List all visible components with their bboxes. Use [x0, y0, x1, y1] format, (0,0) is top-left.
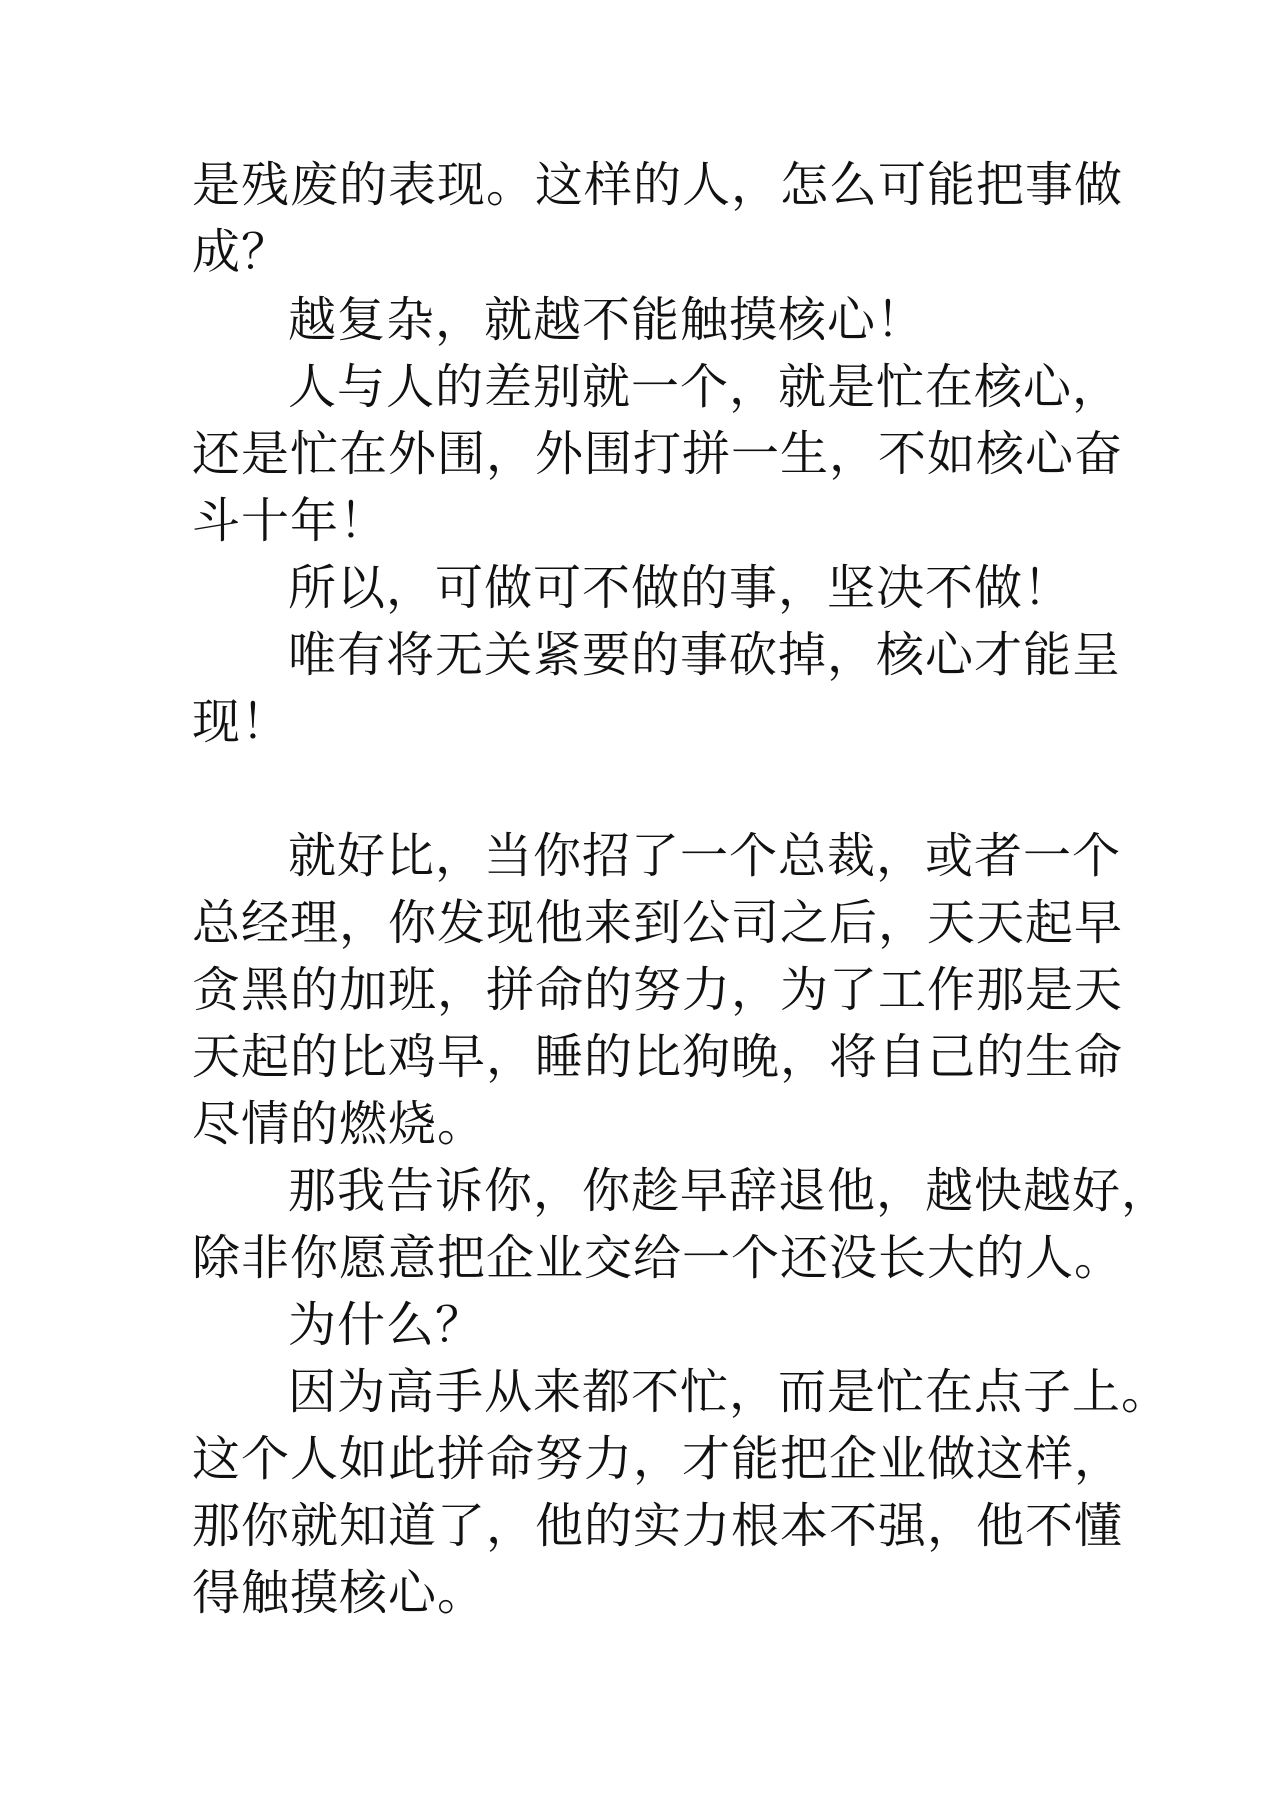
- text-line: 人与人的差别就一个，就是忙在核心，: [288, 359, 1122, 415]
- text-line: 那你就知道了，他的实力根本不强，他不懂: [192, 1498, 1124, 1554]
- text-line: 这个人如此拼命努力，才能把企业做这样，: [192, 1431, 1124, 1487]
- text-line: 是残废的表现。这样的人，怎么可能把事做: [192, 157, 1124, 213]
- text-line: 成？: [192, 224, 291, 280]
- text-line: 所以，可做可不做的事，坚决不做！: [288, 560, 1073, 616]
- text-line: 得触摸核心。: [192, 1565, 487, 1621]
- text-line: 为什么？: [288, 1297, 485, 1353]
- text-line: 斗十年！: [192, 493, 389, 549]
- text-line: 总经理，你发现他来到公司之后，天天起早: [192, 895, 1124, 951]
- text-line: 就好比，当你招了一个总裁，或者一个: [288, 828, 1122, 884]
- text-line: 贪黑的加班，拼命的努力，为了工作那是天: [192, 962, 1124, 1018]
- text-line: 天起的比鸡早，睡的比狗晚，将自己的生命: [192, 1029, 1124, 1085]
- text-line: 现！: [192, 694, 291, 750]
- text-line: 还是忙在外围，外围打拼一生，不如核心奋: [192, 426, 1124, 482]
- text-line: 越复杂，就越不能触摸核心！: [288, 292, 926, 348]
- text-line: 除非你愿意把企业交给一个还没长大的人。: [192, 1230, 1124, 1286]
- text-line: 那我告诉你，你趁早辞退他，越快越好，: [288, 1163, 1171, 1219]
- text-line: 尽情的燃烧。: [192, 1096, 487, 1152]
- text-line: 唯有将无关紧要的事砍掉，核心才能呈: [288, 627, 1122, 683]
- text-line: 因为高手从来都不忙，而是忙在点子上。: [288, 1364, 1171, 1420]
